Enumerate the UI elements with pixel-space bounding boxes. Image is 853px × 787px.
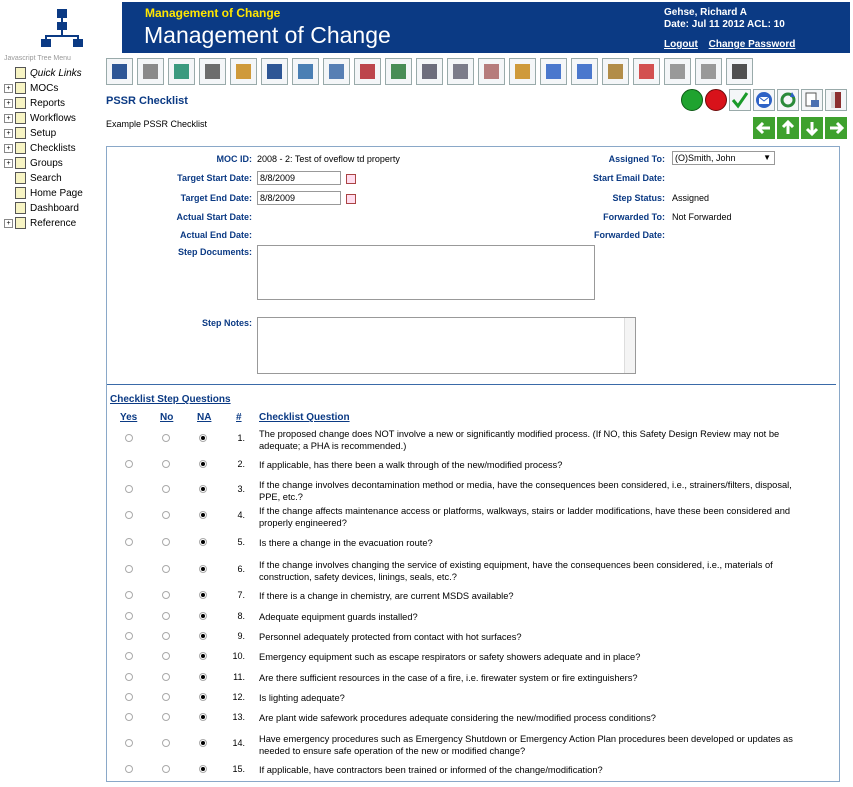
email-settings-icon-glyph bbox=[577, 64, 592, 79]
diagram-icon-glyph bbox=[391, 64, 406, 79]
forward-arrow-icon[interactable] bbox=[825, 117, 847, 139]
page-icon-glyph bbox=[670, 64, 685, 79]
help-icon[interactable] bbox=[261, 58, 288, 85]
moc-id-label: MOC ID: bbox=[216, 154, 252, 164]
radio-no[interactable] bbox=[162, 511, 170, 519]
question-text: The proposed change does NOT involve a new or significantly modified process. (If NO, this Safety Design Review may not be adequate; a PHA is recommended.) bbox=[259, 429, 780, 451]
email-icon[interactable] bbox=[540, 58, 567, 85]
target-start-input[interactable] bbox=[257, 171, 341, 185]
calendar-icon[interactable] bbox=[346, 194, 356, 204]
question-number: 6. bbox=[237, 564, 245, 574]
document-icon bbox=[15, 127, 26, 139]
radio-yes[interactable] bbox=[125, 460, 133, 468]
document-icon bbox=[15, 97, 26, 109]
question-number: 13. bbox=[232, 712, 245, 722]
step-status-value: Assigned bbox=[672, 193, 710, 203]
radio-na[interactable] bbox=[199, 673, 207, 681]
step-documents-area[interactable] bbox=[257, 245, 595, 300]
expand-icon[interactable]: + bbox=[4, 144, 13, 153]
question-text: If applicable, has there been a walk through of the new/modified process? bbox=[259, 460, 563, 470]
question-number: 4. bbox=[237, 510, 245, 520]
radio-na[interactable] bbox=[199, 713, 207, 721]
assigned-to-label: Assigned To: bbox=[608, 154, 665, 164]
radio-no[interactable] bbox=[162, 693, 170, 701]
document-icon bbox=[15, 142, 26, 154]
calendar-icon[interactable] bbox=[323, 58, 350, 85]
radio-no[interactable] bbox=[162, 652, 170, 660]
question-number: 2. bbox=[237, 459, 245, 469]
document-icon[interactable] bbox=[230, 58, 257, 85]
org-icon[interactable] bbox=[168, 58, 195, 85]
question-text: If there is a change in chemistry, are current MSDS available? bbox=[259, 591, 514, 601]
email-settings-icon[interactable] bbox=[571, 58, 598, 85]
radio-no[interactable] bbox=[162, 591, 170, 599]
document-icon-glyph bbox=[236, 64, 251, 79]
col-no: No bbox=[160, 412, 174, 423]
checklist-form bbox=[106, 146, 840, 782]
radio-yes[interactable] bbox=[125, 434, 133, 442]
archive-icon[interactable] bbox=[478, 58, 505, 85]
radio-yes[interactable] bbox=[125, 652, 133, 660]
assigned-to-value: (O)Smith, John bbox=[675, 153, 736, 163]
document-icon bbox=[15, 187, 26, 199]
question-number: 12. bbox=[232, 692, 245, 702]
start-email-label: Start Email Date: bbox=[592, 173, 665, 183]
tree-item-label: Checklists bbox=[30, 143, 76, 154]
alarm-icon[interactable] bbox=[633, 58, 660, 85]
radio-yes[interactable] bbox=[125, 485, 133, 493]
change-password-link[interactable]: Change Password bbox=[708, 39, 796, 50]
radio-na[interactable] bbox=[199, 739, 207, 747]
app-title: Management of Change bbox=[144, 22, 391, 48]
radio-no[interactable] bbox=[162, 485, 170, 493]
email-icon[interactable] bbox=[753, 89, 775, 111]
step-documents-label: Step Documents: bbox=[177, 247, 252, 257]
tree-item[interactable] bbox=[4, 201, 104, 216]
question-text: If applicable, have contractors been trained or informed of the change/modification? bbox=[259, 765, 603, 775]
header-banner bbox=[122, 2, 850, 53]
question-text: Are plant wide safework procedures adequate considering the new/modified process conditions? bbox=[259, 713, 656, 723]
org-icon-glyph bbox=[174, 64, 189, 79]
actual-end-label: Actual End Date: bbox=[179, 230, 252, 240]
question-number: 5. bbox=[237, 537, 245, 547]
tree-item[interactable] bbox=[4, 141, 104, 156]
radio-no[interactable] bbox=[162, 460, 170, 468]
settings-icon-glyph bbox=[453, 64, 468, 79]
print-icon[interactable] bbox=[416, 58, 443, 85]
radio-na[interactable] bbox=[199, 632, 207, 640]
up-arrow-icon[interactable] bbox=[777, 117, 799, 139]
question-number: 14. bbox=[232, 738, 245, 748]
radio-yes[interactable] bbox=[125, 612, 133, 620]
tree-item-label: Setup bbox=[30, 128, 57, 139]
question-number: 10. bbox=[232, 651, 245, 661]
target-end-input[interactable] bbox=[257, 191, 341, 205]
radio-na[interactable] bbox=[199, 591, 207, 599]
tree-item[interactable] bbox=[4, 81, 104, 96]
logout-link[interactable]: Logout bbox=[664, 39, 698, 50]
question-number: 8. bbox=[237, 611, 245, 621]
document-icon bbox=[15, 112, 26, 124]
radio-yes[interactable] bbox=[125, 673, 133, 681]
print-icon-glyph bbox=[422, 64, 437, 79]
assigned-to-select[interactable] bbox=[672, 151, 775, 165]
help-icon-glyph bbox=[267, 64, 282, 79]
search-icon-glyph bbox=[143, 64, 158, 79]
forwarded-to-label: Forwarded To: bbox=[603, 212, 665, 222]
tree-item-label: Quick Links bbox=[30, 68, 82, 79]
notes-scrollbar[interactable] bbox=[624, 318, 635, 373]
question-text: Have emergency procedures such as Emergency Shutdown or Emergency Action Plan procedures been developed or updates as needed to ensure safe operation of the new or modified change? bbox=[259, 734, 793, 756]
user-info bbox=[664, 7, 785, 31]
expand-icon[interactable]: + bbox=[4, 99, 13, 108]
tree-item[interactable] bbox=[4, 216, 104, 231]
calendar-icon[interactable] bbox=[346, 174, 356, 184]
page-icon[interactable] bbox=[664, 58, 691, 85]
radio-yes[interactable] bbox=[125, 538, 133, 546]
workflow-icon-glyph bbox=[112, 64, 127, 79]
question-text: If the change involves changing the service of existing equipment, have the consequences been considered, i.e., materials of construction, safety devices, linings, seals, etc.? bbox=[259, 560, 773, 582]
question-number: 11. bbox=[233, 672, 245, 682]
document-icon bbox=[15, 82, 26, 94]
document-icon bbox=[15, 157, 26, 169]
question-text: Is lighting adequate? bbox=[259, 693, 345, 703]
attach-icon[interactable] bbox=[509, 58, 536, 85]
settings-icon[interactable] bbox=[447, 58, 474, 85]
radio-no[interactable] bbox=[162, 538, 170, 546]
pages-icon-glyph bbox=[701, 64, 716, 79]
tree-item[interactable] bbox=[4, 186, 104, 201]
transfer-icon[interactable] bbox=[602, 58, 629, 85]
section-divider bbox=[107, 384, 836, 385]
tree-caption: Javascript Tree Menu bbox=[4, 55, 71, 62]
exit-icon[interactable] bbox=[825, 89, 847, 111]
radio-no[interactable] bbox=[162, 565, 170, 573]
calendar-icon-glyph bbox=[329, 64, 344, 79]
expand-icon[interactable]: + bbox=[4, 159, 13, 168]
moc-id-value: 2008 - 2: Test of oveflow td property bbox=[257, 154, 400, 164]
question-number: 15. bbox=[232, 764, 245, 774]
question-number: 9. bbox=[237, 631, 245, 641]
radio-no[interactable] bbox=[162, 765, 170, 773]
reject-icon[interactable] bbox=[705, 89, 727, 111]
down-arrow-icon[interactable] bbox=[801, 117, 823, 139]
tree-item[interactable] bbox=[4, 126, 104, 141]
question-text: Are there sufficient resources in the case of a fire, i.e. firewater system or fire extinguishers? bbox=[259, 673, 638, 683]
document-icon bbox=[15, 67, 26, 79]
step-notes-label: Step Notes: bbox=[201, 318, 252, 328]
alarm-icon-glyph bbox=[639, 64, 654, 79]
pages-icon[interactable] bbox=[695, 58, 722, 85]
document-icon bbox=[15, 217, 26, 229]
save-icon[interactable] bbox=[726, 58, 753, 85]
radio-yes[interactable] bbox=[125, 739, 133, 747]
actual-start-label: Actual Start Date: bbox=[176, 212, 252, 222]
radio-no[interactable] bbox=[162, 632, 170, 640]
radio-na[interactable] bbox=[199, 485, 207, 493]
tree-menu bbox=[4, 66, 104, 231]
question-text: Adequate equipment guards installed? bbox=[259, 612, 418, 622]
question-text: If the change involves decontamination method or media, have the consequences been considered, i.e., strainers/filters, disposal, PPE, etc.? bbox=[259, 480, 792, 502]
radio-no[interactable] bbox=[162, 713, 170, 721]
tree-item-label: Dashboard bbox=[30, 203, 79, 214]
chevron-down-icon: ▼ bbox=[763, 153, 771, 162]
step-status-label: Step Status: bbox=[612, 193, 665, 203]
radio-na[interactable] bbox=[199, 652, 207, 660]
check-icon[interactable] bbox=[729, 89, 751, 111]
document-icon bbox=[15, 172, 26, 184]
radio-no[interactable] bbox=[162, 434, 170, 442]
tree-item[interactable] bbox=[4, 111, 104, 126]
radio-yes[interactable] bbox=[125, 591, 133, 599]
tree-item[interactable] bbox=[4, 156, 104, 171]
user-name: Gehse, Richard A bbox=[664, 7, 747, 18]
radio-na[interactable] bbox=[199, 538, 207, 546]
question-number: 3. bbox=[237, 484, 245, 494]
transfer-icon-glyph bbox=[608, 64, 623, 79]
page-title: PSSR Checklist bbox=[106, 95, 188, 107]
expand-icon[interactable]: + bbox=[4, 84, 13, 93]
target-start-label: Target Start Date: bbox=[177, 173, 252, 183]
radio-yes[interactable] bbox=[125, 713, 133, 721]
question-text: Personnel adequately protected from contact with hot surfaces? bbox=[259, 632, 522, 642]
expand-icon[interactable]: + bbox=[4, 219, 13, 228]
diagram-icon[interactable] bbox=[385, 58, 412, 85]
tree-item-label: MOCs bbox=[30, 83, 59, 94]
email-icon-glyph bbox=[546, 64, 561, 79]
radio-no[interactable] bbox=[162, 612, 170, 620]
radio-na[interactable] bbox=[199, 612, 207, 620]
page-subtitle: Example PSSR Checklist bbox=[106, 119, 208, 129]
archive-icon-glyph bbox=[484, 64, 499, 79]
radio-yes[interactable] bbox=[125, 632, 133, 640]
document-icon bbox=[15, 202, 26, 214]
expand-icon[interactable]: + bbox=[4, 114, 13, 123]
tree-item-label: Reference bbox=[30, 218, 77, 229]
chart-icon[interactable] bbox=[354, 58, 381, 85]
tree-item-label: Workflows bbox=[30, 113, 76, 124]
radio-na[interactable] bbox=[199, 693, 207, 701]
target-end-label: Target End Date: bbox=[180, 193, 252, 203]
tools-icon-glyph bbox=[205, 64, 220, 79]
radio-yes[interactable] bbox=[125, 565, 133, 573]
search-icon[interactable] bbox=[137, 58, 164, 85]
question-text: Is there a change in the evacuation route? bbox=[259, 538, 433, 548]
question-number: 1. bbox=[237, 433, 245, 443]
radio-na[interactable] bbox=[199, 511, 207, 519]
back-arrow-icon[interactable] bbox=[753, 117, 775, 139]
col-na: NA bbox=[197, 412, 212, 423]
question-text: If the change affects maintenance access or platforms, walkways, stairs or ladder modifications, have these been considered and properly engineered? bbox=[259, 506, 791, 528]
radio-yes[interactable] bbox=[125, 765, 133, 773]
radio-yes[interactable] bbox=[125, 511, 133, 519]
step-notes-input[interactable] bbox=[257, 317, 636, 374]
question-text: Emergency equipment such as escape respirators or safety showers adequate and in place? bbox=[259, 652, 641, 662]
tree-item-label: Groups bbox=[30, 158, 63, 169]
tree-item-label: Home Page bbox=[30, 188, 83, 199]
forwarded-date-label: Forwarded Date: bbox=[593, 230, 665, 240]
refresh-icon[interactable] bbox=[777, 89, 799, 111]
forwarded-to-value: Not Forwarded bbox=[672, 212, 732, 222]
radio-na[interactable] bbox=[199, 434, 207, 442]
radio-no[interactable] bbox=[162, 739, 170, 747]
org-chart-logo-icon bbox=[40, 8, 84, 48]
tree-item-label: Reports bbox=[30, 98, 66, 109]
chart-icon-glyph bbox=[360, 64, 375, 79]
approve-icon[interactable] bbox=[681, 89, 703, 111]
question-number: 7. bbox=[237, 590, 245, 600]
questions-section-title: Checklist Step Questions bbox=[110, 394, 231, 405]
expand-icon[interactable]: + bbox=[4, 129, 13, 138]
radio-na[interactable] bbox=[199, 460, 207, 468]
print-icon[interactable] bbox=[801, 89, 823, 111]
save-icon-glyph bbox=[732, 64, 747, 79]
date-acl: Date: Jul 11 2012 ACL: 10 bbox=[664, 19, 785, 30]
header-links bbox=[664, 39, 803, 50]
attach-icon-glyph bbox=[515, 64, 530, 79]
window-icon-glyph bbox=[298, 64, 313, 79]
window-icon[interactable] bbox=[292, 58, 319, 85]
radio-na[interactable] bbox=[199, 765, 207, 773]
tree-item[interactable] bbox=[4, 96, 104, 111]
workflow-icon[interactable] bbox=[106, 58, 133, 85]
tools-icon[interactable] bbox=[199, 58, 226, 85]
col-number: # bbox=[236, 412, 242, 423]
tree-item[interactable] bbox=[4, 66, 104, 81]
radio-yes[interactable] bbox=[125, 693, 133, 701]
tree-item[interactable] bbox=[4, 171, 104, 186]
col-question: Checklist Question bbox=[259, 412, 350, 423]
radio-no[interactable] bbox=[162, 673, 170, 681]
app-small-title: Management of Change bbox=[145, 6, 281, 20]
col-yes: Yes bbox=[120, 412, 138, 423]
tree-item-label: Search bbox=[30, 173, 62, 184]
radio-na[interactable] bbox=[199, 565, 207, 573]
